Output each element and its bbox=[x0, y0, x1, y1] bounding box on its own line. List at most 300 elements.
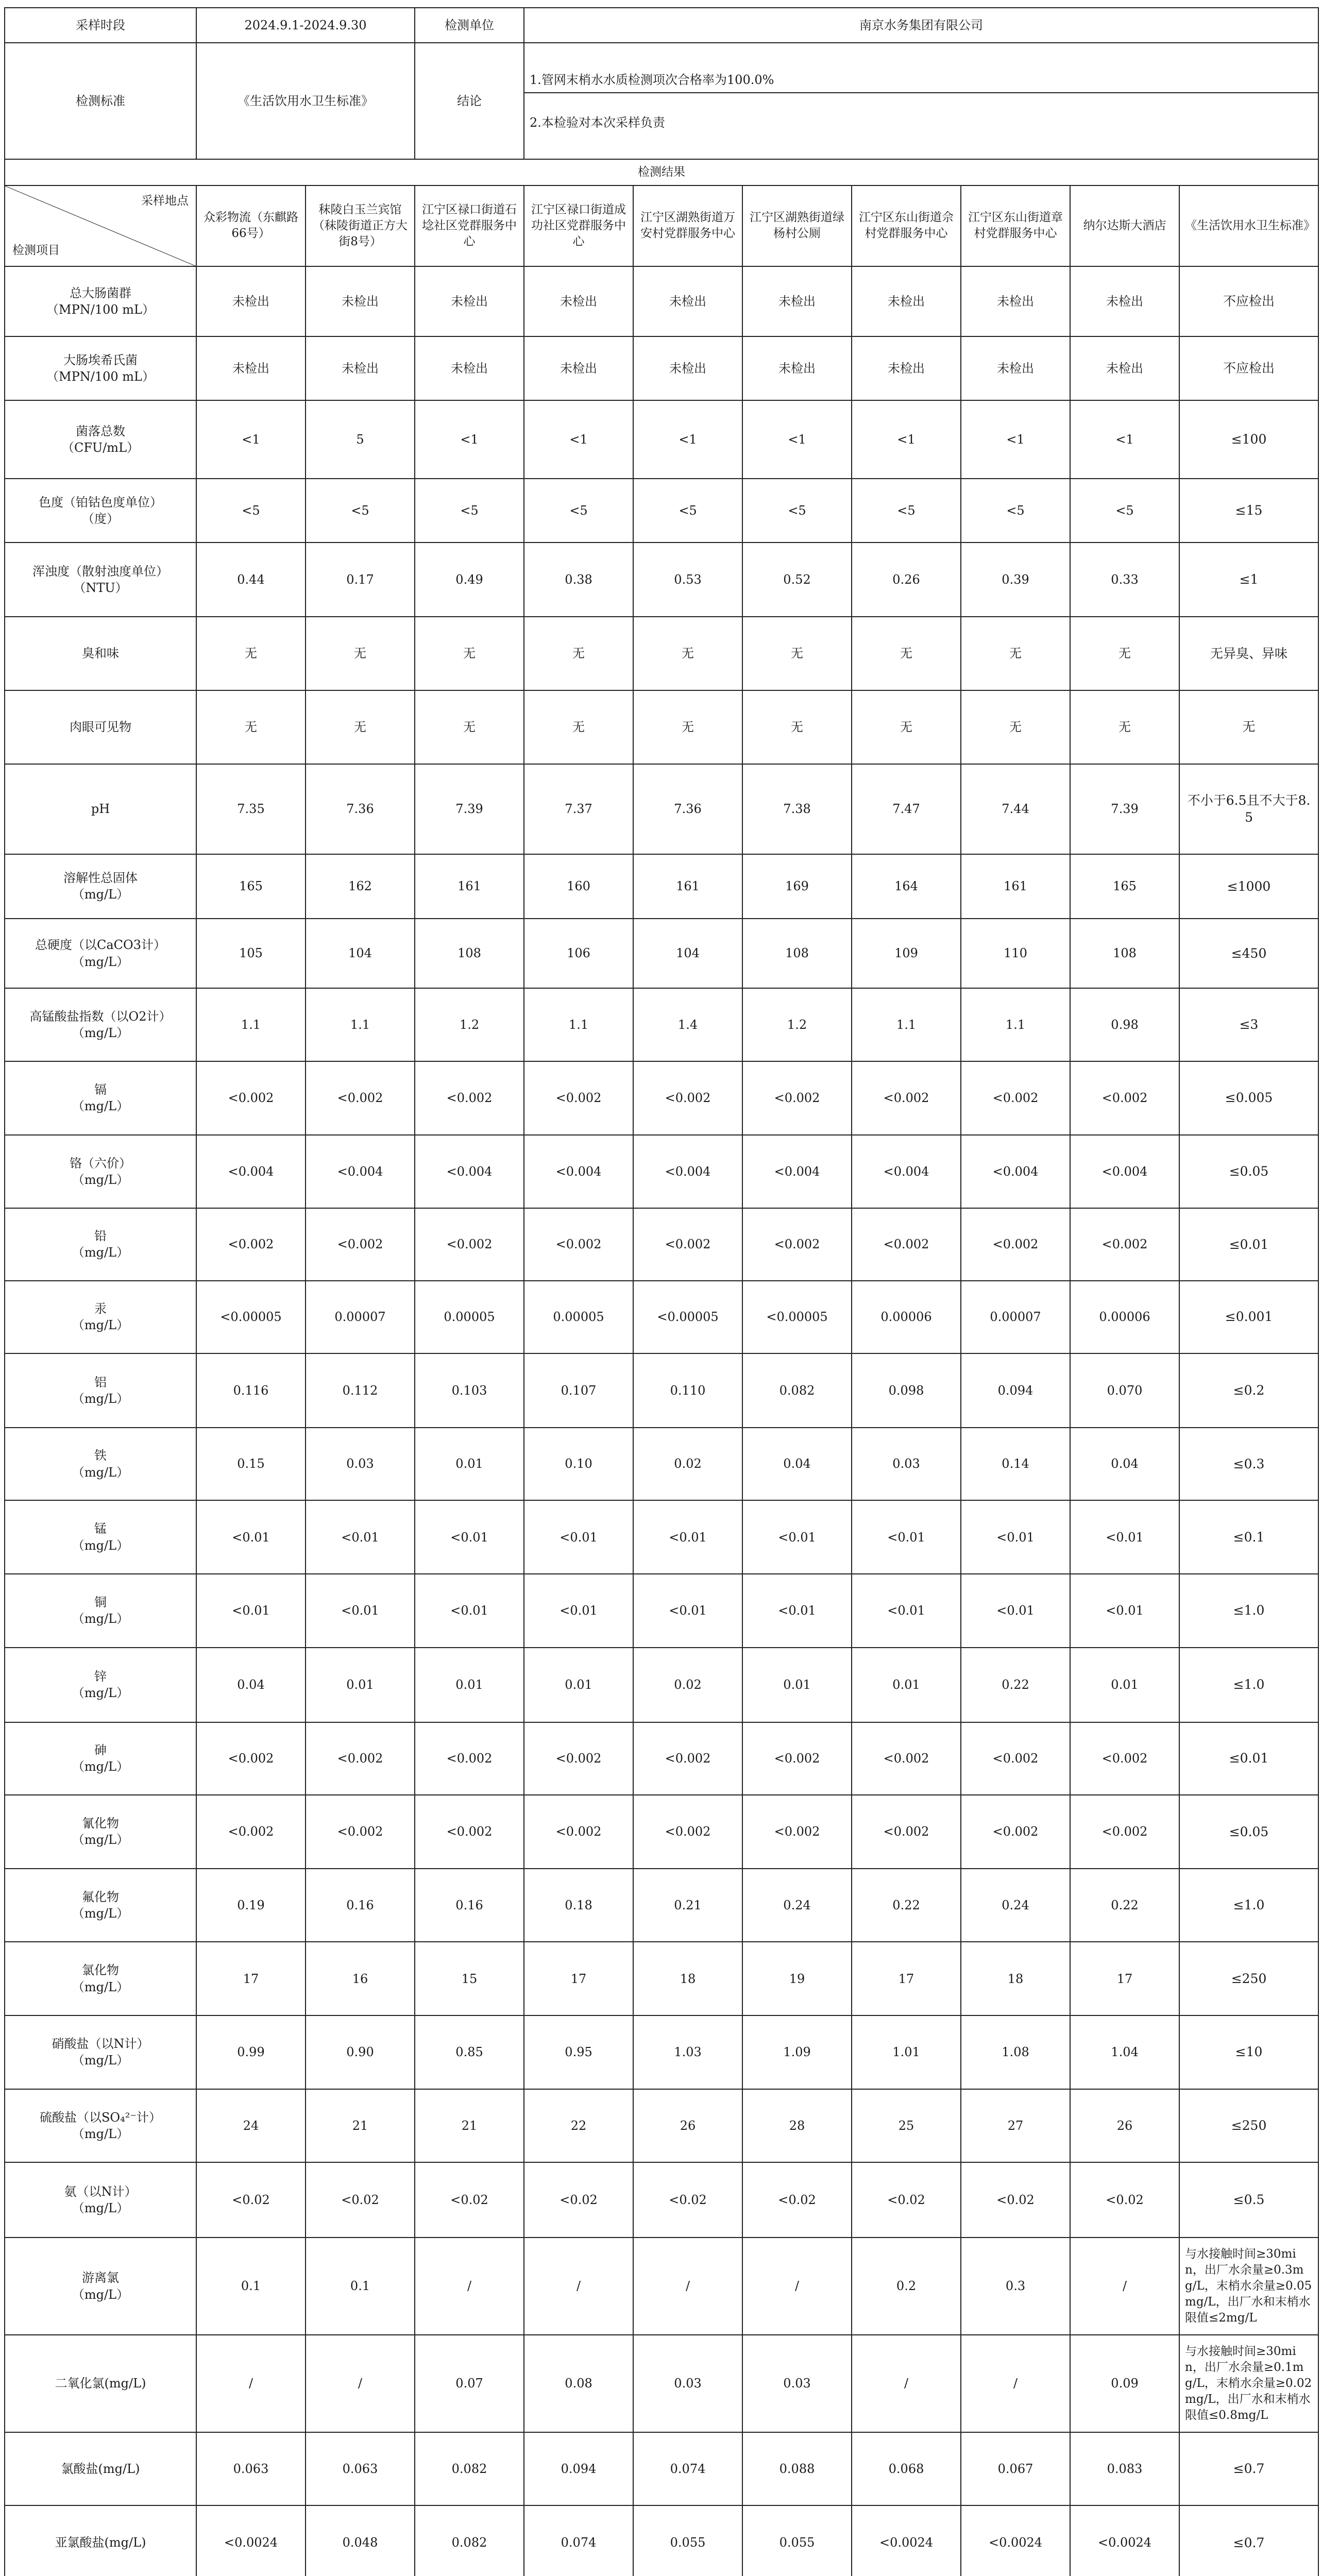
result-cell: 无 bbox=[1070, 617, 1179, 690]
result-cell: 7.44 bbox=[961, 764, 1070, 855]
result-cell: 0.04 bbox=[742, 1428, 852, 1501]
result-cell: 0.10 bbox=[524, 1428, 633, 1501]
result-cell: <0.02 bbox=[415, 2162, 524, 2238]
result-cell: <0.02 bbox=[742, 2162, 852, 2238]
result-cell: 1.09 bbox=[742, 2015, 852, 2089]
result-cell: 0.98 bbox=[1070, 988, 1179, 1061]
result-cell: <0.002 bbox=[633, 1795, 742, 1869]
standard-value: 《生活饮用水卫生标准》 bbox=[196, 43, 415, 159]
table-row bbox=[5, 2089, 1318, 2163]
result-cell: 7.47 bbox=[852, 764, 961, 855]
result-cell: <1 bbox=[196, 400, 306, 479]
result-cell: <0.01 bbox=[742, 1574, 852, 1648]
result-cell: 0.17 bbox=[306, 543, 415, 617]
result-cell: 28 bbox=[742, 2089, 852, 2163]
location-header: 江宁区禄口街道石埝社区党群服务中心 bbox=[415, 185, 524, 266]
result-cell: 0.00007 bbox=[961, 1281, 1070, 1354]
result-cell: 0.00005 bbox=[524, 1281, 633, 1354]
result-cell: 1.1 bbox=[524, 988, 633, 1061]
result-cell: <0.002 bbox=[633, 1061, 742, 1135]
result-cell: 未检出 bbox=[742, 336, 852, 400]
result-cell: 无 bbox=[961, 617, 1070, 690]
table-row bbox=[5, 2162, 1318, 2238]
table-row bbox=[5, 1648, 1318, 1722]
parameter-name: 硫酸盐（以SO₄²⁻计） （mg/L） bbox=[5, 2089, 196, 2163]
standard-limit: 与水接触时间≥30min，出厂水余量≥0.1mg/L，末梢水余量≥0.02mg/L，出厂水和末梢水限值≤0.8mg/L bbox=[1179, 2335, 1318, 2432]
result-cell: <0.01 bbox=[961, 1574, 1070, 1648]
result-cell: 0.01 bbox=[852, 1648, 961, 1722]
result-cell: 27 bbox=[961, 2089, 1070, 2163]
standard-limit: 无异臭、异味 bbox=[1179, 617, 1318, 690]
result-cell: 17 bbox=[196, 1942, 306, 2015]
result-cell: <0.004 bbox=[524, 1135, 633, 1209]
result-cell: <0.004 bbox=[306, 1135, 415, 1209]
table-row bbox=[5, 400, 1318, 479]
parameter-name: 游离氯 （mg/L） bbox=[5, 2238, 196, 2335]
result-cell: / bbox=[1070, 2238, 1179, 2335]
table-row bbox=[5, 988, 1318, 1061]
result-cell: <0.00005 bbox=[196, 1281, 306, 1354]
result-cell: <0.01 bbox=[1070, 1574, 1179, 1648]
location-header: 纳尔达斯大酒店 bbox=[1070, 185, 1179, 266]
result-cell: 7.36 bbox=[306, 764, 415, 855]
results-caption-row bbox=[5, 159, 1318, 185]
result-cell: 未检出 bbox=[633, 336, 742, 400]
standard-limit: ≤0.005 bbox=[1179, 1061, 1318, 1135]
result-cell: <0.002 bbox=[196, 1061, 306, 1135]
result-cell: 未检出 bbox=[524, 336, 633, 400]
result-cell: <5 bbox=[852, 479, 961, 543]
parameter-name: 色度（铂钴色度单位） （度） bbox=[5, 479, 196, 543]
result-cell: <0.002 bbox=[196, 1722, 306, 1795]
result-cell: 160 bbox=[524, 854, 633, 918]
result-cell: <0.004 bbox=[633, 1135, 742, 1209]
result-cell: 未检出 bbox=[415, 336, 524, 400]
result-cell: <0.01 bbox=[196, 1500, 306, 1574]
result-cell: <0.0024 bbox=[961, 2505, 1070, 2576]
result-cell: 26 bbox=[633, 2089, 742, 2163]
result-cell: <0.02 bbox=[524, 2162, 633, 2238]
parameter-name: 铁 （mg/L） bbox=[5, 1428, 196, 1501]
result-cell: 108 bbox=[415, 919, 524, 989]
result-cell: 0.088 bbox=[742, 2432, 852, 2506]
parameter-name: 大肠埃希氏菌 （MPN/100 mL） bbox=[5, 336, 196, 400]
result-cell: 22 bbox=[524, 2089, 633, 2163]
standard-limit: ≤0.01 bbox=[1179, 1208, 1318, 1280]
table-row bbox=[5, 690, 1318, 764]
result-cell: 105 bbox=[196, 919, 306, 989]
unit-value: 南京水务集团有限公司 bbox=[524, 8, 1318, 43]
standard-limit: ≤15 bbox=[1179, 479, 1318, 543]
result-cell: 无 bbox=[742, 617, 852, 690]
result-cell: <1 bbox=[633, 400, 742, 479]
corner-header bbox=[5, 185, 196, 266]
parameter-name: 肉眼可见物 bbox=[5, 690, 196, 764]
result-cell: 165 bbox=[1070, 854, 1179, 918]
result-cell: 未检出 bbox=[196, 266, 306, 336]
result-cell: <0.002 bbox=[852, 1208, 961, 1280]
result-cell: 0.33 bbox=[1070, 543, 1179, 617]
result-cell: 无 bbox=[524, 690, 633, 764]
table-row bbox=[5, 1353, 1318, 1428]
result-cell: 0.95 bbox=[524, 2015, 633, 2089]
result-cell: 0.04 bbox=[1070, 1428, 1179, 1501]
result-cell: 未检出 bbox=[742, 266, 852, 336]
result-cell: <0.002 bbox=[742, 1795, 852, 1869]
result-cell: 0.098 bbox=[852, 1353, 961, 1428]
locations-row bbox=[5, 185, 1318, 266]
result-cell: 0.24 bbox=[961, 1869, 1070, 1942]
result-cell: 未检出 bbox=[415, 266, 524, 336]
corner-top-label: 采样地点 bbox=[141, 194, 189, 208]
standard-limit: ≤0.5 bbox=[1179, 2162, 1318, 2238]
result-cell: / bbox=[196, 2335, 306, 2432]
result-cell: 106 bbox=[524, 919, 633, 989]
table-row bbox=[5, 617, 1318, 690]
result-cell: 0.01 bbox=[415, 1428, 524, 1501]
result-cell: <0.002 bbox=[1070, 1795, 1179, 1869]
standard-limit: 不应检出 bbox=[1179, 266, 1318, 336]
conclusion-cell bbox=[524, 43, 1318, 159]
table-row bbox=[5, 1500, 1318, 1574]
result-cell: 17 bbox=[524, 1942, 633, 2015]
standard-limit: ≤1.0 bbox=[1179, 1574, 1318, 1648]
table-row bbox=[5, 543, 1318, 617]
result-cell: <0.002 bbox=[524, 1722, 633, 1795]
location-header: 江宁区湖熟街道绿杨村公厕 bbox=[742, 185, 852, 266]
result-cell: 未检出 bbox=[524, 266, 633, 336]
result-cell: 18 bbox=[961, 1942, 1070, 2015]
location-header: 江宁区禄口街道成功社区党群服务中心 bbox=[524, 185, 633, 266]
standard-limit: ≤100 bbox=[1179, 400, 1318, 479]
result-cell: <0.002 bbox=[852, 1722, 961, 1795]
result-cell: 5 bbox=[306, 400, 415, 479]
result-cell: 0.116 bbox=[196, 1353, 306, 1428]
parameter-name: 臭和味 bbox=[5, 617, 196, 690]
result-cell: 0.26 bbox=[852, 543, 961, 617]
result-cell: 0.03 bbox=[306, 1428, 415, 1501]
result-cell: <0.01 bbox=[633, 1500, 742, 1574]
standard-limit: 与水接触时间≥30min，出厂水余量≥0.3mg/L，末梢水余量≥0.05mg/L，出厂水和末梢水限值≤2mg/L bbox=[1179, 2238, 1318, 2335]
result-cell: 7.39 bbox=[415, 764, 524, 855]
result-cell: 0.49 bbox=[415, 543, 524, 617]
result-cell: 无 bbox=[196, 617, 306, 690]
result-cell: 109 bbox=[852, 919, 961, 989]
table-row bbox=[5, 1061, 1318, 1135]
result-cell: <0.02 bbox=[1070, 2162, 1179, 2238]
result-cell: 0.02 bbox=[633, 1428, 742, 1501]
result-cell: 0.16 bbox=[306, 1869, 415, 1942]
standard-limit: 无 bbox=[1179, 690, 1318, 764]
standard-limit: ≤0.2 bbox=[1179, 1353, 1318, 1428]
result-cell: 0.068 bbox=[852, 2432, 961, 2506]
table-row bbox=[5, 2335, 1318, 2432]
result-cell: <0.004 bbox=[415, 1135, 524, 1209]
result-cell: <0.01 bbox=[524, 1500, 633, 1574]
result-cell: 0.19 bbox=[196, 1869, 306, 1942]
result-cell: 0.22 bbox=[961, 1648, 1070, 1722]
result-cell: <0.004 bbox=[196, 1135, 306, 1209]
result-cell: <0.002 bbox=[742, 1722, 852, 1795]
standard-limit: 不应检出 bbox=[1179, 336, 1318, 400]
table-row bbox=[5, 266, 1318, 336]
result-cell: 1.1 bbox=[196, 988, 306, 1061]
standard-limit: ≤1000 bbox=[1179, 854, 1318, 918]
result-cell: 0.00005 bbox=[415, 1281, 524, 1354]
period-value: 2024.9.1-2024.9.30 bbox=[196, 8, 415, 43]
result-cell: 1.04 bbox=[1070, 2015, 1179, 2089]
result-cell: <5 bbox=[742, 479, 852, 543]
result-cell: <5 bbox=[1070, 479, 1179, 543]
result-cell: <0.02 bbox=[961, 2162, 1070, 2238]
result-cell: 15 bbox=[415, 1942, 524, 2015]
result-cell: <0.00005 bbox=[742, 1281, 852, 1354]
result-cell: <0.01 bbox=[852, 1574, 961, 1648]
result-cell: 未检出 bbox=[196, 336, 306, 400]
table-row bbox=[5, 1942, 1318, 2015]
result-cell: 1.08 bbox=[961, 2015, 1070, 2089]
result-cell: <0.002 bbox=[415, 1795, 524, 1869]
table-row bbox=[5, 1869, 1318, 1942]
result-cell: 17 bbox=[1070, 1942, 1179, 2015]
result-cell: 165 bbox=[196, 854, 306, 918]
result-cell: / bbox=[415, 2238, 524, 2335]
result-cell: 未检出 bbox=[1070, 336, 1179, 400]
result-cell: 0.21 bbox=[633, 1869, 742, 1942]
result-cell: 0.01 bbox=[306, 1648, 415, 1722]
result-cell: 0.083 bbox=[1070, 2432, 1179, 2506]
result-cell: <0.01 bbox=[415, 1500, 524, 1574]
result-cell: / bbox=[633, 2238, 742, 2335]
table-row bbox=[5, 1722, 1318, 1795]
result-cell: 无 bbox=[306, 690, 415, 764]
result-cell: 7.36 bbox=[633, 764, 742, 855]
result-cell: <0.002 bbox=[742, 1208, 852, 1280]
parameter-name: 砷 （mg/L） bbox=[5, 1722, 196, 1795]
table-row bbox=[5, 2432, 1318, 2506]
parameter-name: 铝 （mg/L） bbox=[5, 1353, 196, 1428]
result-cell: 0.85 bbox=[415, 2015, 524, 2089]
result-cell: 0.00006 bbox=[852, 1281, 961, 1354]
result-cell: 164 bbox=[852, 854, 961, 918]
result-cell: <0.02 bbox=[306, 2162, 415, 2238]
result-cell: 0.08 bbox=[524, 2335, 633, 2432]
result-cell: <0.002 bbox=[961, 1722, 1070, 1795]
result-cell: <5 bbox=[306, 479, 415, 543]
result-cell: 1.4 bbox=[633, 988, 742, 1061]
standard-limit: ≤250 bbox=[1179, 1942, 1318, 2015]
result-cell: 0.082 bbox=[742, 1353, 852, 1428]
standard-limit: ≤0.01 bbox=[1179, 1722, 1318, 1795]
conclusion-line-2: 2.本检验对本次采样负责 bbox=[530, 115, 665, 130]
result-cell: 1.1 bbox=[306, 988, 415, 1061]
result-cell: <0.004 bbox=[961, 1135, 1070, 1209]
result-cell: 未检出 bbox=[1070, 266, 1179, 336]
result-cell: 0.01 bbox=[1070, 1648, 1179, 1722]
result-cell: 0.18 bbox=[524, 1869, 633, 1942]
location-header: 江宁区东山街道佘村党群服务中心 bbox=[852, 185, 961, 266]
result-cell: 0.99 bbox=[196, 2015, 306, 2089]
result-cell: <0.002 bbox=[1070, 1722, 1179, 1795]
result-cell: <0.02 bbox=[633, 2162, 742, 2238]
result-cell: 未检出 bbox=[852, 266, 961, 336]
result-cell: 无 bbox=[742, 690, 852, 764]
result-cell: 16 bbox=[306, 1942, 415, 2015]
result-cell: <0.004 bbox=[1070, 1135, 1179, 1209]
result-cell: 0.3 bbox=[961, 2238, 1070, 2335]
result-cell: 18 bbox=[633, 1942, 742, 2015]
result-cell: <0.01 bbox=[415, 1574, 524, 1648]
result-cell: 0.048 bbox=[306, 2505, 415, 2576]
result-cell: 0.52 bbox=[742, 543, 852, 617]
result-cell: <0.002 bbox=[961, 1795, 1070, 1869]
standard-limit: ≤250 bbox=[1179, 2089, 1318, 2163]
result-cell: <5 bbox=[524, 479, 633, 543]
result-cell: <0.002 bbox=[524, 1061, 633, 1135]
result-cell: 0.07 bbox=[415, 2335, 524, 2432]
parameter-name: 高锰酸盐指数（以O2计） （mg/L） bbox=[5, 988, 196, 1061]
table-row bbox=[5, 854, 1318, 918]
result-cell: 21 bbox=[415, 2089, 524, 2163]
parameter-name: 铬（六价） （mg/L） bbox=[5, 1135, 196, 1209]
result-cell: / bbox=[742, 2238, 852, 2335]
result-cell: 19 bbox=[742, 1942, 852, 2015]
result-cell: 0.22 bbox=[1070, 1869, 1179, 1942]
result-cell: 0.110 bbox=[633, 1353, 742, 1428]
result-cell: 0.074 bbox=[524, 2505, 633, 2576]
result-cell: 未检出 bbox=[306, 266, 415, 336]
result-cell: 0.00006 bbox=[1070, 1281, 1179, 1354]
result-cell: 0.082 bbox=[415, 2432, 524, 2506]
result-cell: 17 bbox=[852, 1942, 961, 2015]
result-cell: 0.44 bbox=[196, 543, 306, 617]
result-cell: <0.01 bbox=[524, 1574, 633, 1648]
result-cell: 0.39 bbox=[961, 543, 1070, 617]
parameter-name: 二氧化氯(mg/L) bbox=[5, 2335, 196, 2432]
standard-limit: ≤0.05 bbox=[1179, 1795, 1318, 1869]
result-cell: 0.063 bbox=[306, 2432, 415, 2506]
result-cell: 无 bbox=[306, 617, 415, 690]
result-cell: <1 bbox=[961, 400, 1070, 479]
result-cell: 0.1 bbox=[196, 2238, 306, 2335]
result-cell: <5 bbox=[633, 479, 742, 543]
result-cell: 0.103 bbox=[415, 1353, 524, 1428]
result-cell: <0.002 bbox=[524, 1208, 633, 1280]
result-cell: 0.067 bbox=[961, 2432, 1070, 2506]
result-cell: <0.002 bbox=[1070, 1208, 1179, 1280]
result-cell: <0.002 bbox=[852, 1795, 961, 1869]
result-cell: <5 bbox=[415, 479, 524, 543]
parameter-name: 硝酸盐（以N计） （mg/L） bbox=[5, 2015, 196, 2089]
table-row bbox=[5, 1135, 1318, 1209]
table-row bbox=[5, 919, 1318, 989]
result-cell: 0.04 bbox=[196, 1648, 306, 1722]
result-cell: 0.01 bbox=[524, 1648, 633, 1722]
result-cell: 0.15 bbox=[196, 1428, 306, 1501]
result-cell: / bbox=[524, 2238, 633, 2335]
result-cell: 108 bbox=[1070, 919, 1179, 989]
result-cell: <0.002 bbox=[852, 1061, 961, 1135]
result-cell: <0.002 bbox=[306, 1795, 415, 1869]
result-cell: <0.0024 bbox=[852, 2505, 961, 2576]
result-cell: 无 bbox=[1070, 690, 1179, 764]
result-cell: 1.01 bbox=[852, 2015, 961, 2089]
result-cell: <0.00005 bbox=[633, 1281, 742, 1354]
parameter-name: 氯酸盐(mg/L) bbox=[5, 2432, 196, 2506]
parameter-name: 镉 （mg/L） bbox=[5, 1061, 196, 1135]
parameter-name: 亚氯酸盐(mg/L) bbox=[5, 2505, 196, 2576]
parameter-name: 锌 （mg/L） bbox=[5, 1648, 196, 1722]
result-cell: 7.39 bbox=[1070, 764, 1179, 855]
result-cell: 0.03 bbox=[633, 2335, 742, 2432]
standard-limit: ≤1 bbox=[1179, 543, 1318, 617]
result-cell: 0.055 bbox=[633, 2505, 742, 2576]
standard-limit: ≤0.7 bbox=[1179, 2505, 1318, 2576]
parameter-name: 浑浊度（散射浊度单位） （NTU） bbox=[5, 543, 196, 617]
result-cell: 0.094 bbox=[524, 2432, 633, 2506]
result-cell: <1 bbox=[415, 400, 524, 479]
result-cell: 162 bbox=[306, 854, 415, 918]
result-cell: / bbox=[961, 2335, 1070, 2432]
parameter-name: 氨（以N计） （mg/L） bbox=[5, 2162, 196, 2238]
result-cell: <1 bbox=[524, 400, 633, 479]
result-cell: <0.01 bbox=[633, 1574, 742, 1648]
standard-column-header: 《生活饮用水卫生标准》 bbox=[1179, 185, 1318, 266]
result-cell: 0.2 bbox=[852, 2238, 961, 2335]
parameter-name: pH bbox=[5, 764, 196, 855]
result-cell: <0.002 bbox=[1070, 1061, 1179, 1135]
location-header: 江宁区东山街道章村党群服务中心 bbox=[961, 185, 1070, 266]
result-cell: / bbox=[306, 2335, 415, 2432]
standard-limit: ≤0.001 bbox=[1179, 1281, 1318, 1354]
table-row bbox=[5, 1281, 1318, 1354]
location-header: 众彩物流（东麒路66号） bbox=[196, 185, 306, 266]
result-cell: <0.01 bbox=[306, 1500, 415, 1574]
result-cell: <0.002 bbox=[306, 1722, 415, 1795]
result-cell: <0.01 bbox=[961, 1500, 1070, 1574]
result-cell: <1 bbox=[852, 400, 961, 479]
result-cell: 无 bbox=[633, 617, 742, 690]
conclusion-label: 结论 bbox=[415, 43, 524, 159]
result-cell: 161 bbox=[415, 854, 524, 918]
result-cell: <0.002 bbox=[524, 1795, 633, 1869]
result-cell: <0.01 bbox=[306, 1574, 415, 1648]
location-header: 秣陵白玉兰宾馆（秣陵街道正方大街8号） bbox=[306, 185, 415, 266]
result-cell: 7.37 bbox=[524, 764, 633, 855]
result-cell: 未检出 bbox=[633, 266, 742, 336]
result-cell: <1 bbox=[742, 400, 852, 479]
result-cell: 0.53 bbox=[633, 543, 742, 617]
result-cell: <0.002 bbox=[415, 1061, 524, 1135]
result-cell: 110 bbox=[961, 919, 1070, 989]
result-cell: 24 bbox=[196, 2089, 306, 2163]
result-cell: 无 bbox=[633, 690, 742, 764]
result-cell: <0.002 bbox=[961, 1208, 1070, 1280]
result-cell: 0.16 bbox=[415, 1869, 524, 1942]
result-cell: 26 bbox=[1070, 2089, 1179, 2163]
result-cell: 未检出 bbox=[961, 266, 1070, 336]
result-cell: <0.002 bbox=[415, 1722, 524, 1795]
result-cell: 25 bbox=[852, 2089, 961, 2163]
parameter-name: 铜 （mg/L） bbox=[5, 1574, 196, 1648]
result-cell: / bbox=[852, 2335, 961, 2432]
result-cell: 0.01 bbox=[415, 1648, 524, 1722]
result-cell: 0.112 bbox=[306, 1353, 415, 1428]
parameter-name: 氯化物 （mg/L） bbox=[5, 1942, 196, 2015]
parameter-name: 总大肠菌群 （MPN/100 mL） bbox=[5, 266, 196, 336]
result-cell: 0.074 bbox=[633, 2432, 742, 2506]
header-row-period bbox=[5, 8, 1318, 43]
